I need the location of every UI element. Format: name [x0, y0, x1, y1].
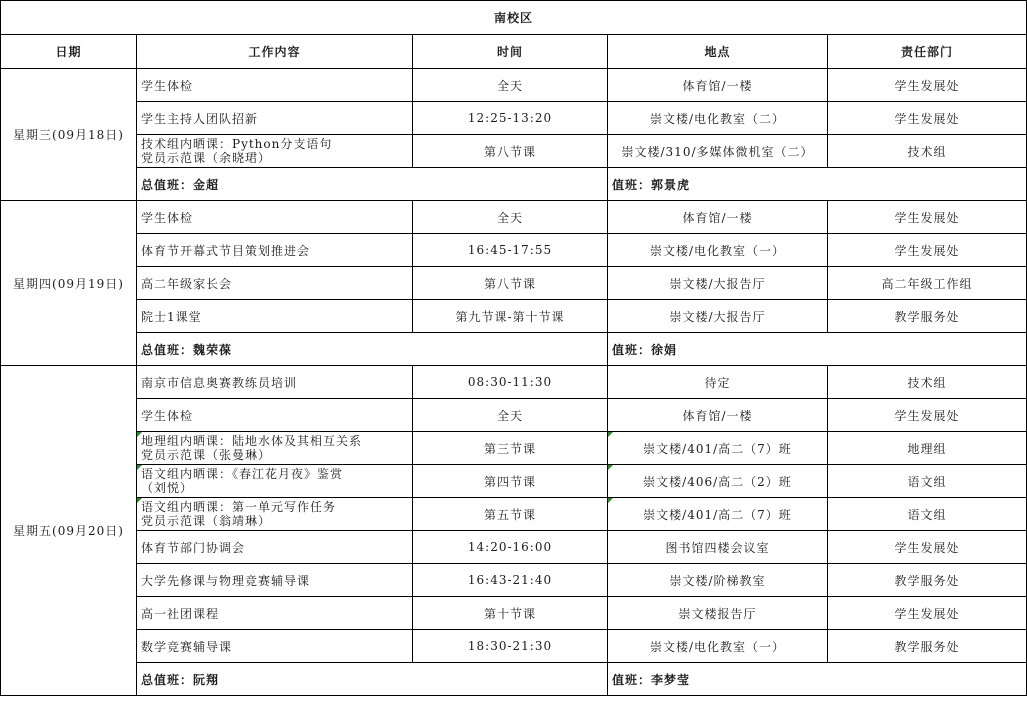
time-cell[interactable]: 14:20-16:00: [413, 531, 608, 564]
place-cell[interactable]: [608, 234, 828, 267]
place-cell[interactable]: [608, 399, 828, 432]
comment-flag-icon: [137, 465, 142, 470]
time-cell[interactable]: 全天: [413, 69, 608, 102]
dept-cell[interactable]: 高二年级工作组: [828, 267, 1027, 300]
content-line: 语文组内晒课：《春江花月夜》鉴赏: [141, 467, 344, 481]
dept-cell[interactable]: 学生发展处: [828, 531, 1027, 564]
place-text: 体育馆/一楼: [682, 78, 753, 93]
header-row: [1, 35, 1027, 69]
place-text: 崇文楼/大报告厅: [669, 309, 766, 324]
place-cell[interactable]: [608, 531, 828, 564]
comment-flag-icon: [137, 498, 142, 503]
dept-cell[interactable]: 学生发展处: [828, 234, 1027, 267]
content-line: （刘悦）: [141, 481, 194, 495]
content-cell[interactable]: [137, 135, 413, 168]
content-cell[interactable]: [137, 366, 413, 399]
time-cell[interactable]: 全天: [413, 201, 608, 234]
dept-cell[interactable]: 学生发展处: [828, 399, 1027, 432]
time-cell[interactable]: 第八节课: [413, 135, 608, 168]
table-row: [1, 267, 1027, 300]
place-text: 崇文楼/电化教室（一）: [649, 243, 786, 258]
content-cell[interactable]: [137, 234, 413, 267]
content-cell[interactable]: [137, 564, 413, 597]
content-line: 体育节部门协调会: [141, 540, 246, 555]
table-row: [1, 531, 1027, 564]
place-text: 崇文楼/401/高二（7）班: [643, 507, 792, 522]
dept-cell[interactable]: 技术组: [828, 135, 1027, 168]
dept-cell[interactable]: 技术组: [828, 366, 1027, 399]
content-cell[interactable]: [137, 531, 413, 564]
content-line: 学生体检: [141, 408, 194, 423]
place-cell[interactable]: [608, 498, 828, 531]
table-row: [1, 201, 1027, 234]
time-cell[interactable]: 第九节课-第十节课: [413, 300, 608, 333]
content-line: 地理组内晒课：陆地水体及其相互关系: [141, 434, 363, 448]
dept-cell[interactable]: 教学服务处: [828, 300, 1027, 333]
place-cell[interactable]: [608, 630, 828, 663]
place-text: 崇文楼/大报告厅: [669, 276, 766, 291]
place-text: 崇文楼报告厅: [678, 606, 757, 621]
time-cell[interactable]: 第三节课: [413, 432, 608, 465]
place-cell[interactable]: [608, 465, 828, 498]
table-row: [1, 465, 1027, 498]
content-cell[interactable]: [137, 102, 413, 135]
place-text: 体育馆/一楼: [682, 210, 753, 225]
content-cell[interactable]: [137, 69, 413, 102]
dept-cell[interactable]: 学生发展处: [828, 201, 1027, 234]
place-text: 崇文楼/406/高二（2）班: [643, 474, 792, 489]
content-line: 学生主持人团队招新: [141, 111, 259, 126]
content-cell[interactable]: [137, 300, 413, 333]
dept-cell[interactable]: 语文组: [828, 498, 1027, 531]
table-row: [1, 597, 1027, 630]
duty-row: [1, 663, 1027, 696]
duty-row: [1, 333, 1027, 366]
content-cell[interactable]: [137, 201, 413, 234]
dept-cell[interactable]: 教学服务处: [828, 630, 1027, 663]
place-text: 崇文楼/电化教室（二）: [649, 111, 786, 126]
content-cell[interactable]: [137, 630, 413, 663]
time-cell[interactable]: 18:30-21:30: [413, 630, 608, 663]
time-cell[interactable]: 全天: [413, 399, 608, 432]
content-line: 高二年级家长会: [141, 276, 233, 291]
time-cell[interactable]: 第十节课: [413, 597, 608, 630]
table-row: [1, 69, 1027, 102]
content-line: 学生体检: [141, 210, 194, 225]
place-text: 崇文楼/310/多媒体微机室（二）: [621, 144, 814, 159]
table-row: [1, 498, 1027, 531]
duty-cell[interactable]: 值班：郭景虎: [608, 168, 1027, 201]
time-cell[interactable]: 16:43-21:40: [413, 564, 608, 597]
content-cell[interactable]: [137, 597, 413, 630]
place-cell[interactable]: [608, 366, 828, 399]
campus-title-row: [1, 1, 1027, 35]
table-row: [1, 630, 1027, 663]
table-row: [1, 366, 1027, 399]
dept-cell[interactable]: 学生发展处: [828, 102, 1027, 135]
comment-flag-icon: [137, 432, 142, 437]
duty-row: [1, 168, 1027, 201]
place-cell[interactable]: [608, 267, 828, 300]
content-cell[interactable]: [137, 498, 413, 531]
content-line: 数学竞赛辅导课: [141, 639, 233, 654]
place-cell[interactable]: [608, 300, 828, 333]
dept-cell[interactable]: 地理组: [828, 432, 1027, 465]
dept-cell[interactable]: 学生发展处: [828, 69, 1027, 102]
place-cell[interactable]: [608, 201, 828, 234]
content-cell[interactable]: [137, 267, 413, 300]
content-line: 党员示范课（翁靖琳）: [141, 514, 272, 528]
content-cell[interactable]: [137, 432, 413, 465]
header-content[interactable]: 工作内容: [137, 35, 413, 69]
place-cell[interactable]: [608, 597, 828, 630]
header-dept[interactable]: 责任部门: [828, 35, 1027, 69]
place-cell[interactable]: [608, 564, 828, 597]
comment-flag-icon: [608, 498, 613, 503]
content-cell[interactable]: [137, 399, 413, 432]
duty-cell[interactable]: 值班：徐娟: [608, 333, 1027, 366]
header-time[interactable]: 时间: [413, 35, 608, 69]
content-line: 大学先修课与物理竞赛辅导课: [141, 573, 311, 588]
time-cell[interactable]: 12:25-13:20: [413, 102, 608, 135]
content-line: 技术组内晒课：Python分支语句: [141, 137, 333, 151]
table-row: [1, 300, 1027, 333]
header-place[interactable]: 地点: [608, 35, 828, 69]
header-date[interactable]: 日期: [1, 35, 137, 69]
duty-chief-cell[interactable]: 总值班：金超: [137, 168, 608, 201]
place-text: 崇文楼/电化教室（一）: [649, 639, 786, 654]
duty-chief-cell[interactable]: 总值班：阮翔: [137, 663, 608, 696]
time-cell[interactable]: 08:30-11:30: [413, 366, 608, 399]
time-cell[interactable]: 第四节课: [413, 465, 608, 498]
time-cell[interactable]: 16:45-17:55: [413, 234, 608, 267]
date-cell[interactable]: 星期三(09月18日): [1, 69, 137, 201]
comment-flag-icon: [608, 465, 613, 470]
place-cell[interactable]: [608, 135, 828, 168]
table-row: [1, 432, 1027, 465]
place-text: 待定: [704, 375, 731, 390]
content-line: 体育节开幕式节目策划推进会: [141, 243, 311, 258]
time-cell[interactable]: 第八节课: [413, 267, 608, 300]
place-cell[interactable]: [608, 432, 828, 465]
place-cell[interactable]: [608, 69, 828, 102]
campus-title[interactable]: 南校区: [1, 1, 1027, 35]
content-line: 院士1课堂: [141, 309, 202, 324]
content-line: 党员示范课（张曼琳）: [141, 448, 272, 462]
duty-cell[interactable]: 值班：李梦莹: [608, 663, 1027, 696]
content-line: 学生体检: [141, 78, 194, 93]
table-row: [1, 102, 1027, 135]
duty-chief-cell[interactable]: 总值班：魏荣葆: [137, 333, 608, 366]
content-cell[interactable]: [137, 465, 413, 498]
place-text: 体育馆/一楼: [682, 408, 753, 423]
place-cell[interactable]: [608, 102, 828, 135]
dept-cell[interactable]: 学生发展处: [828, 597, 1027, 630]
table-row: [1, 234, 1027, 267]
comment-flag-icon: [608, 432, 613, 437]
content-line: 党员示范课（余晓珺）: [141, 151, 272, 165]
place-text: 崇文楼/阶梯教室: [669, 573, 766, 588]
dept-cell[interactable]: 教学服务处: [828, 564, 1027, 597]
table-row: [1, 135, 1027, 168]
table-row: [1, 399, 1027, 432]
time-cell[interactable]: 第五节课: [413, 498, 608, 531]
content-line: 高一社团课程: [141, 606, 220, 621]
dept-cell[interactable]: 语文组: [828, 465, 1027, 498]
place-text: 崇文楼/401/高二（7）班: [643, 441, 792, 456]
table-row: [1, 564, 1027, 597]
date-cell[interactable]: 星期四(09月19日): [1, 201, 137, 366]
content-line: 南京市信息奥赛教练员培训: [141, 375, 298, 390]
date-cell[interactable]: 星期五(09月20日): [1, 366, 137, 696]
place-text: 图书馆四楼会议室: [665, 540, 770, 555]
content-line: 语文组内晒课：第一单元写作任务: [141, 500, 337, 514]
